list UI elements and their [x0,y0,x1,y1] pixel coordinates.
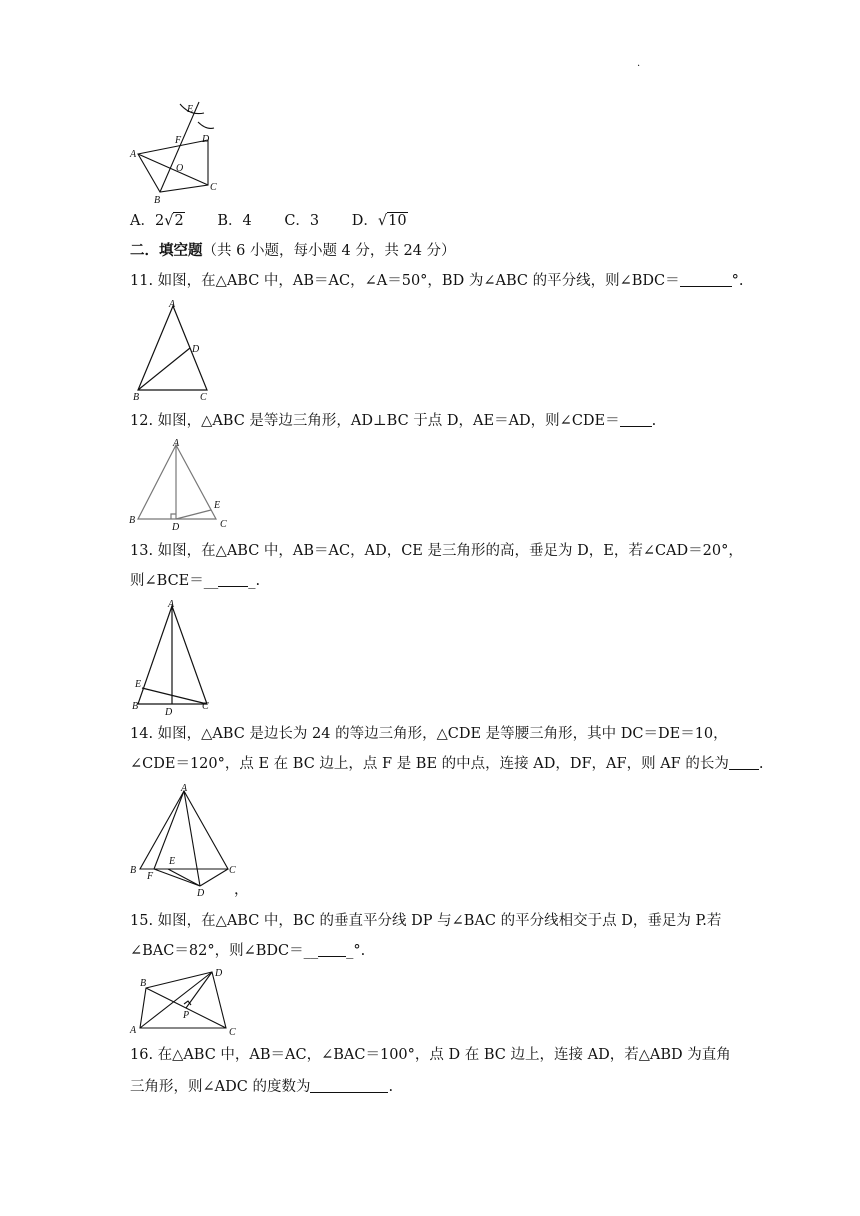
q12-figure [128,437,238,532]
q15-label-a: A [130,1025,137,1036]
q11-answer-blank[interactable] [680,272,732,287]
q10-option-d[interactable]: D．√10 [351,213,407,229]
q11-label-c: C [200,392,207,402]
q14-line1: 14. 如图，△ABC 是边长为 24 的等边三角形，△CDE 是等腰三角形，其中 DC＝DE＝10， [130,726,728,742]
fig10-label-o: O [176,163,184,174]
fig10-label-b: B [154,195,161,206]
sqrt-symbol: √10 [377,213,407,229]
section-note: （共 6 小题，每小题 4 分，共 24 分） [202,243,456,259]
q14-label-b: B [130,865,137,876]
q10-figure [128,100,228,206]
q13-label-c: C [202,701,209,712]
q14-label-d: D [197,888,205,898]
q13-figure [130,596,220,718]
q15-label-b: B [140,978,147,989]
sqrt-symbol: √2 [164,213,184,229]
q13-line1: 13. 如图，在△ABC 中，AB＝AC，AD，CE 是三角形的高，垂足为 D，E，若∠CAD＝20°， [130,543,743,559]
fig10-label-f: F [175,135,182,146]
q14-label-a: A [181,783,188,794]
q11-label-a: A [169,299,176,310]
q15-label-d: D [215,968,223,979]
q11-label-d: D [192,344,200,355]
fig10-label-e: E [187,104,194,115]
q12-answer-blank[interactable] [620,412,652,427]
q16-line1: 16. 在△ABC 中，AB＝AC，∠BAC＝100°，点 D 在 BC 边上，连接 AD，若△ABD 为直角 [130,1047,731,1063]
q15-line2: ∠BAC＝82°，则∠BDC＝__ _°. [130,943,366,959]
q13-label-d: D [165,707,173,718]
q12-label-e: E [214,500,221,511]
q16-line2: 三角形，则∠ADC 的度数为 . [130,1079,394,1095]
q14-trailing-comma: ， [234,882,249,898]
fig10-label-c: C [210,182,217,193]
q13-answer-blank[interactable] [218,572,248,587]
q14-line2: ∠CDE＝120°，点 E 在 BC 边上，点 F 是 BE 的中点，连接 AD，DF，AF，则 AF 的长为 . [130,756,764,772]
q11-label-b: B [133,392,140,402]
q10-options [130,211,436,231]
fig10-label-a: A [130,149,137,160]
q13-label-e: E [135,679,142,690]
q12-label-d: D [172,522,180,532]
q14-label-e: E [169,856,176,867]
q13-line2: 则∠BCE＝__ _. [130,573,261,589]
q13-label-a: A [168,599,175,610]
q14-label-c: C [229,865,236,876]
q12-label-b: B [129,515,136,526]
q15-answer-blank[interactable] [318,942,346,957]
fig10-label-d: D [202,134,210,145]
q13-label-b: B [132,701,139,712]
q16-answer-blank[interactable] [310,1078,388,1093]
q12-label-c: C [220,519,227,530]
page-mark: . [637,58,641,69]
q10-option-a[interactable]: A．2√2 [130,213,184,229]
q10-option-c[interactable]: C．3 [284,213,320,229]
q12-text: 12. 如图，△ABC 是等边三角形，AD⊥BC 于点 D，AE＝AD，则∠CDE＝ . [130,413,657,429]
q14-answer-blank[interactable] [729,755,759,770]
q11-text: 11. 如图，在△ABC 中，AB＝AC，∠A＝50°，BD 为∠ABC 的平分线，则∠BDC＝ °. [130,273,744,289]
q14-label-f: F [147,871,154,882]
section-heading [130,241,456,261]
q15-line1: 15. 如图，在△ABC 中，BC 的垂直平分线 DP 与∠BAC 的平分线相交于点 D，垂足为 P.若 [130,913,722,929]
q10-option-b[interactable]: B．4 [217,213,252,229]
section-title: 二．填空题 [130,242,203,259]
q12-label-a: A [173,438,180,449]
q15-label-c: C [229,1027,236,1036]
q11-figure [130,298,220,402]
q15-label-p: P [183,1010,190,1021]
q14-figure [128,783,243,898]
q15-figure [128,964,243,1036]
